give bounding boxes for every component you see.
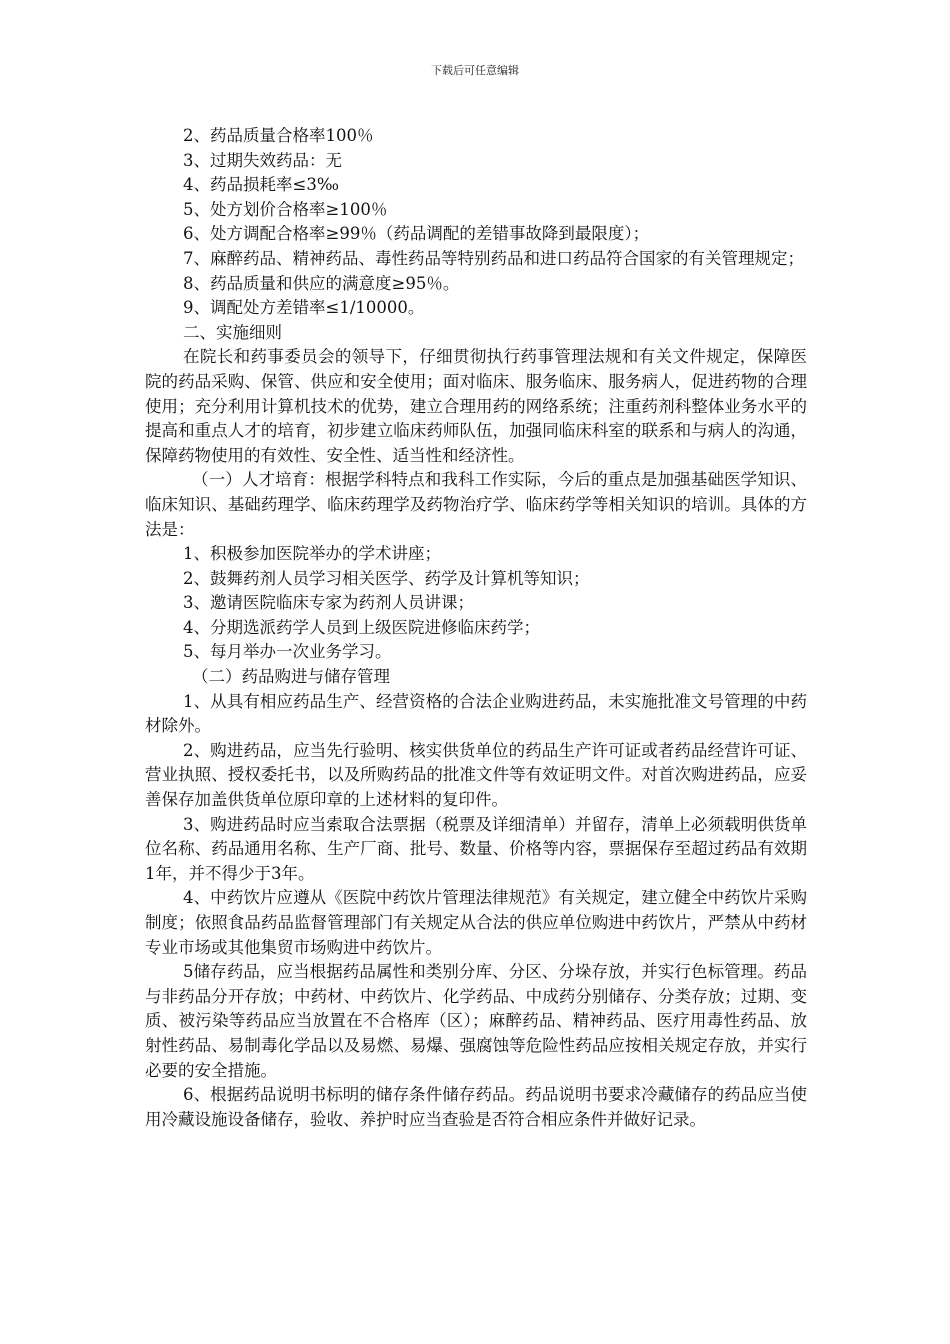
paragraph-procurement-3: 3、购进药品时应当索取合法票据（税票及详细清单）并留存，清单上必须载明供货单位名称、药品通用名称、生产厂商、批号、数量、价格等内容，票据保存至超过药品有效期1年，并不得少于3年。 bbox=[145, 814, 807, 883]
list-item-lectures: 1、积极参加医院举办的学术讲座； bbox=[183, 544, 441, 564]
paragraph-procurement-4: 4、中药饮片应遵从《医院中药饮片管理法律规范》有关规定，建立健全中药饮片采购制度；依照食品药品监督管理部门有关规定从合法的供应单位购进中药饮片，严禁从中药材专业市场或其他集贸市场购进中药饮片。 bbox=[145, 888, 807, 957]
list-item-advanced-study: 4、分期选派药学人员到上级医院进修临床药学； bbox=[183, 617, 540, 637]
item-error-rate: 9、调配处方差错率≤1/10000。 bbox=[183, 298, 425, 318]
paragraph-overview: 在院长和药事委员会的领导下，仔细贯彻执行药事管理法规和有关文件规定，保障医院的药品采购、保管、供应和安全使用；面对临床、服务临床、服务病人，促进药物的合理使用；充分利用计算机技术的优势，建立合理用药的网络系统；注重药剂科整体业务水平的提高和重点人才的培育，初步建立临床药师队伍，加强同临床科室的联系和与病人的沟通，保障药物使用的有效性、安全性、适当性和经济性。 bbox=[145, 347, 807, 465]
list-item-monthly-study: 5、每月举办一次业务学习。 bbox=[183, 642, 392, 662]
list-item-study: 2、鼓舞药剂人员学习相关医学、药学及计算机等知识； bbox=[183, 568, 590, 588]
item-satisfaction: 8、药品质量和供应的满意度≥95％。 bbox=[183, 273, 460, 293]
paragraph-procurement-2: 2、购进药品，应当先行验明、核实供货单位的药品生产许可证或者药品经营许可证、营业执照、授权委托书，以及所购药品的批准文件等有效证明文件。对首次购进药品，应妥善保存加盖供货单位原印章的上述材料的复印件。 bbox=[145, 740, 807, 810]
item-loss-rate: 4、药品损耗率≤3‰ bbox=[183, 175, 339, 195]
item-special-drugs: 7、麻醉药品、精神药品、毒性药品等特别药品和进口药品符合国家的有关管理规定； bbox=[183, 248, 804, 268]
item-expired-drugs: 3、过期失效药品：无 bbox=[183, 150, 342, 170]
document-body bbox=[145, 124, 807, 1132]
subsection-talent-training: （一）人才培育：根据学科特点和我科工作实际，今后的重点是加强基础医学知识、临床知识、基础药理学、临床药理学及药物治疗学、临床药学等相关知识的培训。具体的方法是： bbox=[145, 470, 807, 539]
item-pricing-rate: 5、处方划价合格率≥100％ bbox=[183, 199, 388, 219]
section-heading-implementation: 二、实施细则 bbox=[183, 322, 282, 342]
item-dispensing-rate: 6、处方调配合格率≥99％（药品调配的差错事故降到最限度）； bbox=[183, 224, 650, 244]
paragraph-storage-5: 5储存药品，应当根据药品属性和类别分库、分区、分垛存放，并实行色标管理。药品与非药品分开存放；中药材、中药饮片、化学药品、中成药分别储存、分类存放；过期、变质、被污染等药品应当放置在不合格库（区）；麻醉药品、精神药品、医疗用毒性药品、放射性药品、易制毒化学品以及易燃、易爆、强腐蚀等危险性药品应按相关规定存放，并实行必要的安全措施。 bbox=[145, 962, 807, 1080]
page-header-note: 下载后可任意编辑 bbox=[431, 64, 519, 77]
item-quality-rate: 2、药品质量合格率100％ bbox=[183, 126, 374, 145]
paragraph-procurement-1: 1、从具有相应药品生产、经营资格的合法企业购进药品，未实施批准文号管理的中药材除外。 bbox=[145, 691, 807, 736]
subsection-procurement-storage: （二）药品购进与储存管理 bbox=[192, 667, 390, 687]
paragraph-storage-6: 6、根据药品说明书标明的储存条件储存药品。药品说明书要求冷藏储存的药品应当使用冷藏设施设备储存，验收、养护时应当查验是否符合相应条件并做好记录。 bbox=[145, 1085, 807, 1129]
list-item-expert-lectures: 3、邀请医院临床专家为药剂人员讲课； bbox=[183, 593, 474, 613]
